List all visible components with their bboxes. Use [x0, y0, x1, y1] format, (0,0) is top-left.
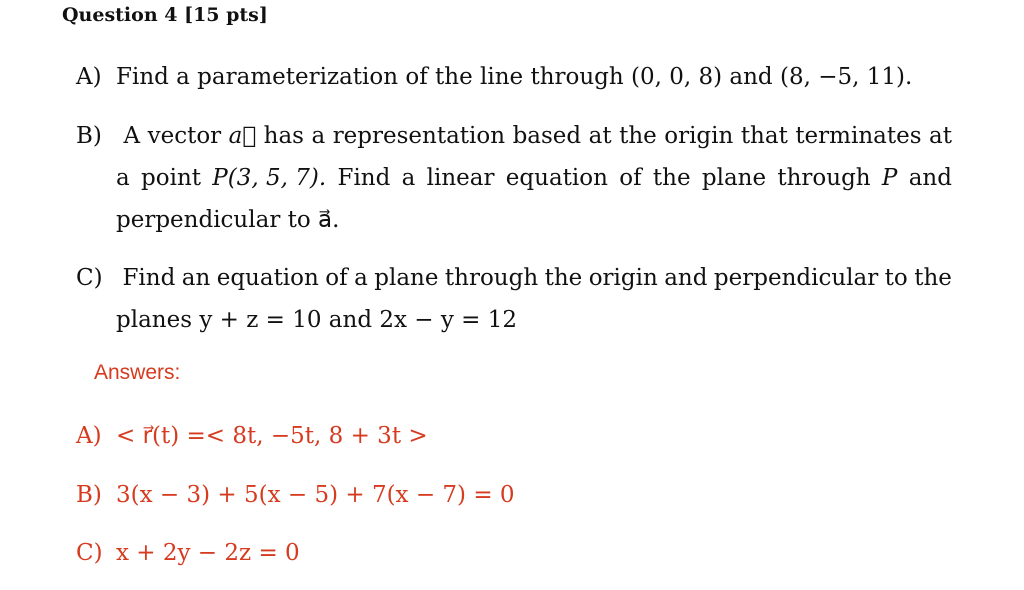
- word: origin: [664, 123, 734, 149]
- word: that: [740, 123, 788, 149]
- question-b-line-2: [76, 157, 952, 199]
- word: the: [652, 165, 691, 191]
- word: a: [311, 123, 326, 149]
- word: and: [664, 265, 708, 291]
- word: Find: [122, 265, 176, 291]
- question-heading: Question 4 [15 pts]: [62, 4, 268, 26]
- word: vector: [147, 123, 222, 149]
- question-a-label: A): [76, 64, 102, 90]
- word: a: [401, 165, 416, 191]
- question-c-line-2: planes y + z = 10 and 2x − y = 12: [116, 307, 518, 333]
- answer-c-text: x + 2y − 2z = 0: [116, 540, 300, 566]
- word: representation: [332, 123, 506, 149]
- word: point: [141, 165, 201, 191]
- word: the: [544, 265, 583, 291]
- answers-title: Answers:: [94, 361, 181, 384]
- word: of: [619, 165, 642, 191]
- question-c-label: C): [76, 265, 103, 291]
- word: the: [619, 123, 657, 149]
- question-b-label: B): [76, 123, 102, 149]
- word: has: [263, 123, 304, 149]
- word: a: [354, 265, 368, 291]
- word: equation: [216, 265, 319, 291]
- answer-b-text: 3(x − 3) + 5(x − 5) + 7(x − 7) = 0: [116, 482, 515, 508]
- question-a: [76, 56, 952, 98]
- word: to: [884, 265, 908, 291]
- question-b-line-1: [76, 115, 952, 157]
- word: of: [325, 265, 348, 291]
- word: at: [929, 123, 952, 149]
- question-a-text: Find a parameterization of the line through (0, 0, 8) and (8, −5, 11).: [116, 64, 913, 90]
- word: linear: [426, 165, 495, 191]
- word: and: [908, 165, 952, 191]
- answer-a-label: A): [76, 423, 102, 449]
- word: terminates: [795, 123, 922, 149]
- word: at: [588, 123, 612, 149]
- word: equation: [505, 165, 608, 191]
- word: Find: [337, 165, 391, 191]
- word: perpendicular: [713, 265, 879, 291]
- word: plane: [374, 265, 439, 291]
- point-p: P(3, 5, 7).: [212, 165, 327, 191]
- word: an: [181, 265, 211, 291]
- answer-a-text: < r⃗(t) =< 8t, −5t, 8 + 3t >: [116, 423, 428, 449]
- word: through: [444, 265, 539, 291]
- word: origin: [588, 265, 658, 291]
- answer-b: [76, 482, 515, 508]
- answer-b-label: B): [76, 482, 102, 508]
- question-b-line-3: perpendicular to a⃗.: [116, 207, 340, 233]
- word: A: [123, 123, 141, 149]
- word: a: [116, 165, 130, 191]
- word: through: [777, 165, 871, 191]
- word: the: [914, 265, 952, 291]
- answer-a: [76, 423, 428, 449]
- question-c: [76, 257, 952, 341]
- word: based: [512, 123, 582, 149]
- word: plane: [701, 165, 767, 191]
- question-c-line-1: [76, 257, 952, 299]
- point-p-symbol: P: [881, 165, 898, 191]
- answer-c-label: C): [76, 540, 103, 566]
- question-b: [76, 115, 952, 241]
- vector-a-symbol: a⃗: [228, 123, 257, 149]
- answer-c: [76, 540, 300, 566]
